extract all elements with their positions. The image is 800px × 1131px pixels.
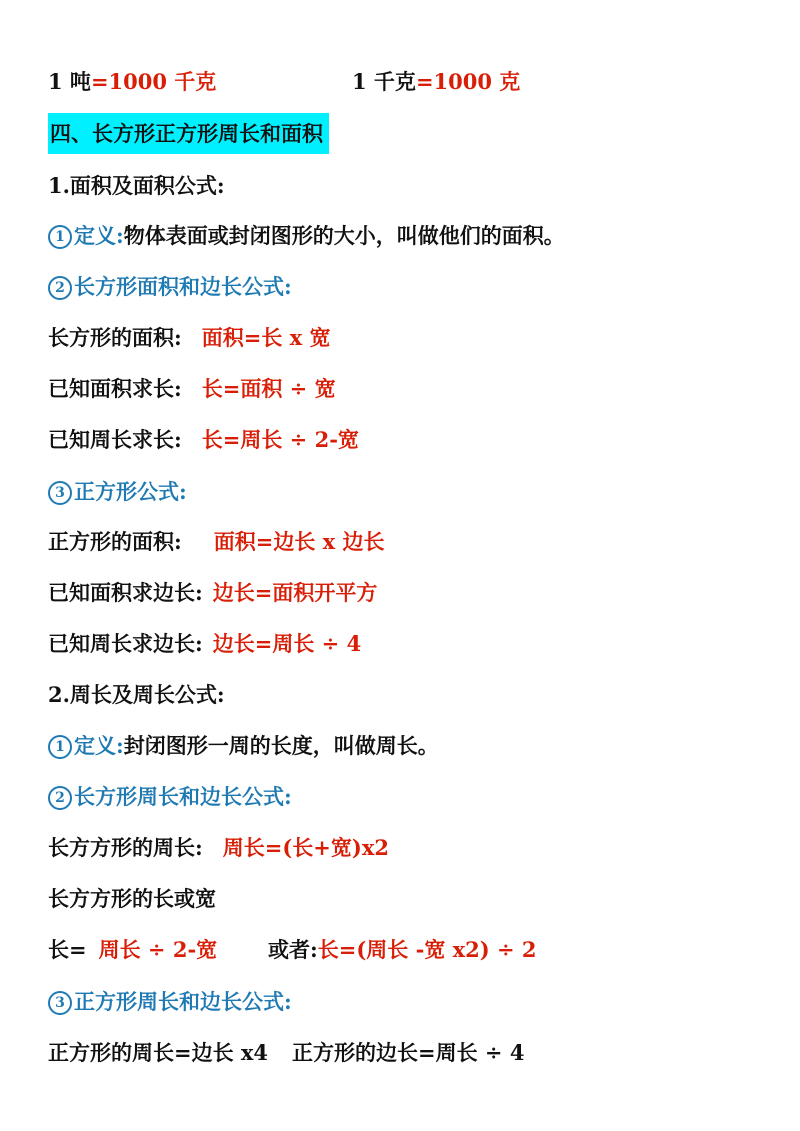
- find-length-perimeter-formula: 长=周长 ÷ 2-宽: [201, 427, 359, 452]
- or-label: 或者:: [268, 937, 318, 962]
- square-side-perimeter-line: [48, 630, 361, 658]
- ton-value: =1000 千克: [90, 69, 217, 94]
- length-formula-line: [48, 936, 217, 964]
- alternative-formula-line: [268, 936, 537, 964]
- area-def-label: 定义:: [74, 223, 124, 248]
- rect-perimeter-formula: 周长=(长+宽)x2: [222, 835, 389, 860]
- find-length-perimeter-line: [48, 426, 359, 454]
- perimeter-heading: 2.周长及周长公式:: [48, 682, 225, 707]
- rect-perimeter-subtitle: [48, 783, 292, 811]
- circled-number-2: 2: [48, 276, 72, 300]
- length-prefix: 长=: [48, 937, 87, 962]
- square-subtitle: [48, 478, 187, 506]
- square-side-perimeter-formula: 边长=周长 ÷ 4: [212, 631, 362, 656]
- find-length-area-label: 已知面积求长:: [48, 376, 182, 401]
- ton-label: 1 吨: [48, 69, 91, 94]
- square-area-formula: 面积=边长 x 边长: [213, 529, 385, 554]
- rect-area-formula: 面积=长 x 宽: [201, 325, 331, 350]
- square-side-perimeter-label: 已知周长求边长:: [48, 631, 203, 656]
- kg-label: 1 千克: [352, 69, 416, 94]
- rect-area-title: 长方形面积和边长公式:: [74, 274, 292, 299]
- section4-title-line: [48, 120, 329, 148]
- perimeter-def-text: 封闭图形一周的长度，叫做周长。: [123, 733, 439, 758]
- section4-title: 四、长方形正方形周长和面积: [48, 113, 329, 154]
- find-length-perimeter-label: 已知周长求长:: [48, 427, 182, 452]
- length-formula: 周长 ÷ 2-宽: [98, 937, 218, 962]
- square-perimeter-line: [48, 1039, 268, 1067]
- square-area-label: 正方形的面积:: [48, 529, 182, 554]
- square-side-text: 正方形的边长=周长 ÷ 4: [292, 1040, 525, 1065]
- square-side-area-line: [48, 579, 377, 607]
- square-perimeter-title: 正方形周长和边长公式:: [74, 989, 292, 1014]
- circled-number-1: 1: [48, 735, 72, 759]
- rect-area-line: [48, 324, 331, 352]
- unit-ton-line: [48, 68, 216, 96]
- circled-number-1: 1: [48, 225, 72, 249]
- or-formula: 长=(周长 -宽 x2) ÷ 2: [317, 937, 537, 962]
- perimeter-def-label: 定义:: [74, 733, 124, 758]
- unit-kg-line: [352, 68, 520, 96]
- rect-perimeter-label: 长方方形的周长:: [48, 835, 203, 860]
- area-definition-line: [48, 222, 565, 250]
- square-title: 正方形公式:: [74, 479, 187, 504]
- area-heading: 1.面积及面积公式:: [48, 173, 225, 198]
- area-def-text: 物体表面或封闭图形的大小，叫做他们的面积。: [123, 223, 565, 248]
- square-perimeter-text: 正方形的周长=边长 x4: [48, 1040, 269, 1065]
- square-area-line: [48, 528, 385, 556]
- circled-number-2: 2: [48, 786, 72, 810]
- square-side-area-label: 已知面积求边长:: [48, 580, 203, 605]
- square-side-area-formula: 边长=面积开平方: [212, 580, 378, 605]
- circled-number-3: 3: [48, 481, 72, 505]
- rect-area-label: 长方形的面积:: [48, 325, 182, 350]
- kg-value: =1000 克: [415, 69, 521, 94]
- rect-length-width-line: 长方方形的长或宽: [48, 886, 216, 911]
- square-side-from-perimeter-line: [292, 1039, 524, 1067]
- rect-perimeter-line: [48, 834, 389, 862]
- circled-number-3: 3: [48, 991, 72, 1015]
- find-length-area-formula: 长=面积 ÷ 宽: [201, 376, 336, 401]
- rect-area-subtitle: [48, 273, 292, 301]
- find-length-area-line: [48, 375, 336, 403]
- rect-perimeter-title: 长方形周长和边长公式:: [74, 784, 292, 809]
- square-perimeter-subtitle: [48, 988, 292, 1016]
- perimeter-definition-line: [48, 732, 439, 760]
